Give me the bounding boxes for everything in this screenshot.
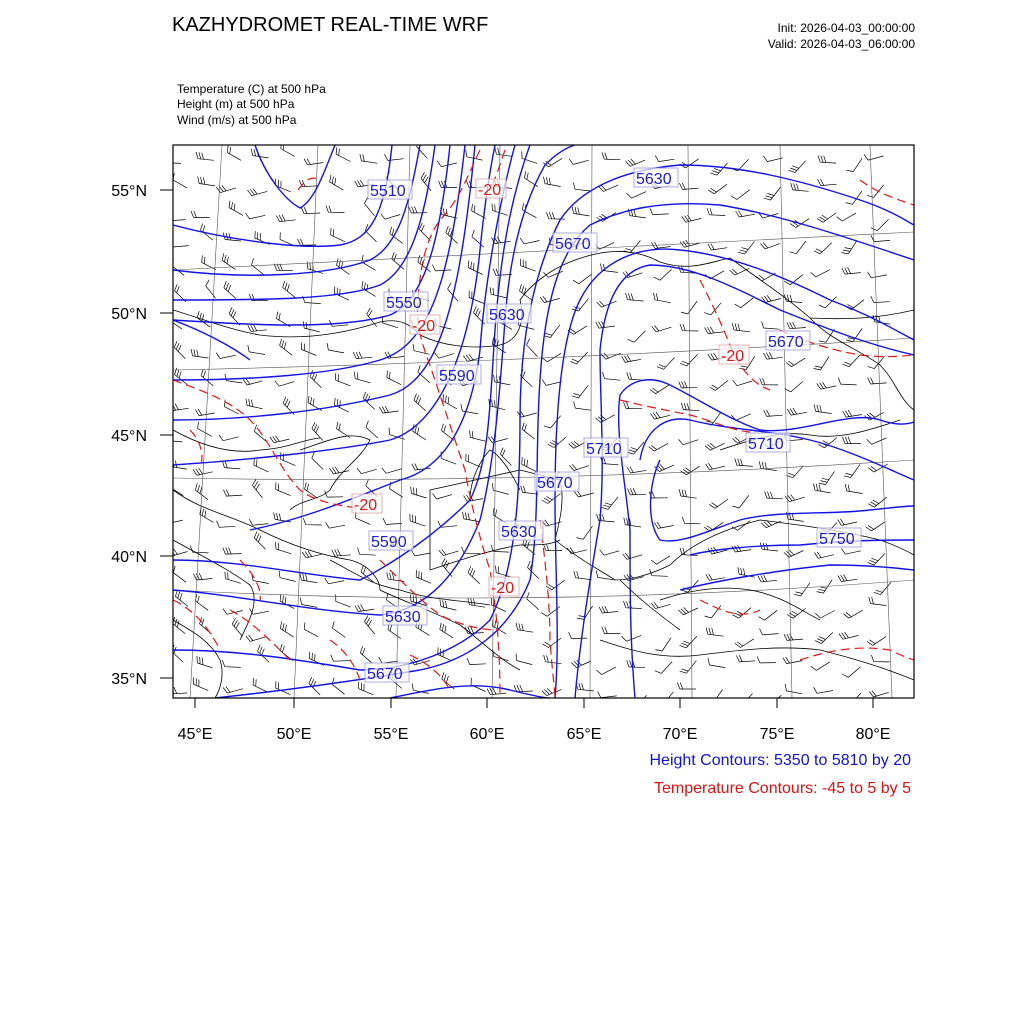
height-label: 5550 xyxy=(386,295,422,312)
height-label: 5670 xyxy=(367,666,403,683)
plot-frame xyxy=(173,145,914,698)
height-label: 5630 xyxy=(501,524,537,541)
init-time: Init: 2026-04-03_00:00:00 xyxy=(777,21,915,35)
height-label: 5630 xyxy=(489,307,525,324)
height-label: 5670 xyxy=(768,334,804,351)
height-label: 5590 xyxy=(439,368,475,385)
temperature-contour-legend: Temperature Contours: -45 to 5 by 5 xyxy=(653,780,911,797)
temperature-label: -20 xyxy=(721,348,745,365)
variable-temperature: Temperature (C) at 500 hPa xyxy=(177,82,326,96)
height-label: 5590 xyxy=(371,534,407,551)
variable-height: Height (m) at 500 hPa xyxy=(177,97,295,111)
height-label: 5710 xyxy=(586,441,622,458)
lon-label: 80°E xyxy=(855,726,891,743)
height-label-boxes xyxy=(365,168,861,682)
height-label: 5670 xyxy=(537,475,573,492)
height-label: 5670 xyxy=(555,236,591,253)
lon-label: 45°E xyxy=(177,726,213,743)
lon-labels xyxy=(178,726,891,743)
temperature-label: -20 xyxy=(412,318,436,335)
lat-label: 45°N xyxy=(111,428,147,445)
lat-labels xyxy=(111,183,147,688)
graticule xyxy=(173,145,914,698)
map-plot-area xyxy=(163,140,914,707)
height-contours xyxy=(173,145,914,698)
valid-time: Valid: 2026-04-03_06:00:00 xyxy=(767,37,915,51)
lon-label: 60°E xyxy=(469,726,505,743)
lat-label: 40°N xyxy=(111,549,147,566)
lon-label: 75°E xyxy=(759,726,795,743)
height-contour-legend: Height Contours: 5350 to 5810 by 20 xyxy=(649,752,911,769)
height-label: 5630 xyxy=(636,171,672,188)
temperature-contours xyxy=(173,150,914,698)
lat-label: 50°N xyxy=(111,306,147,323)
variable-wind: Wind (m/s) at 500 hPa xyxy=(177,113,297,127)
lon-label: 50°E xyxy=(276,726,312,743)
height-label: 5750 xyxy=(819,531,855,548)
map-title: KAZHYDROMET REAL-TIME WRF xyxy=(172,14,489,36)
height-label: 5510 xyxy=(370,183,406,200)
lat-label: 35°N xyxy=(111,671,147,688)
height-label: 5630 xyxy=(385,609,421,626)
lon-label: 55°E xyxy=(373,726,409,743)
temperature-label: -20 xyxy=(354,497,378,514)
lon-label: 65°E xyxy=(566,726,602,743)
lat-label: 55°N xyxy=(111,183,147,200)
temperature-label: -20 xyxy=(478,182,502,199)
lon-label: 70°E xyxy=(662,726,698,743)
temperature-label: -20 xyxy=(491,580,515,597)
height-label: 5710 xyxy=(748,436,784,453)
